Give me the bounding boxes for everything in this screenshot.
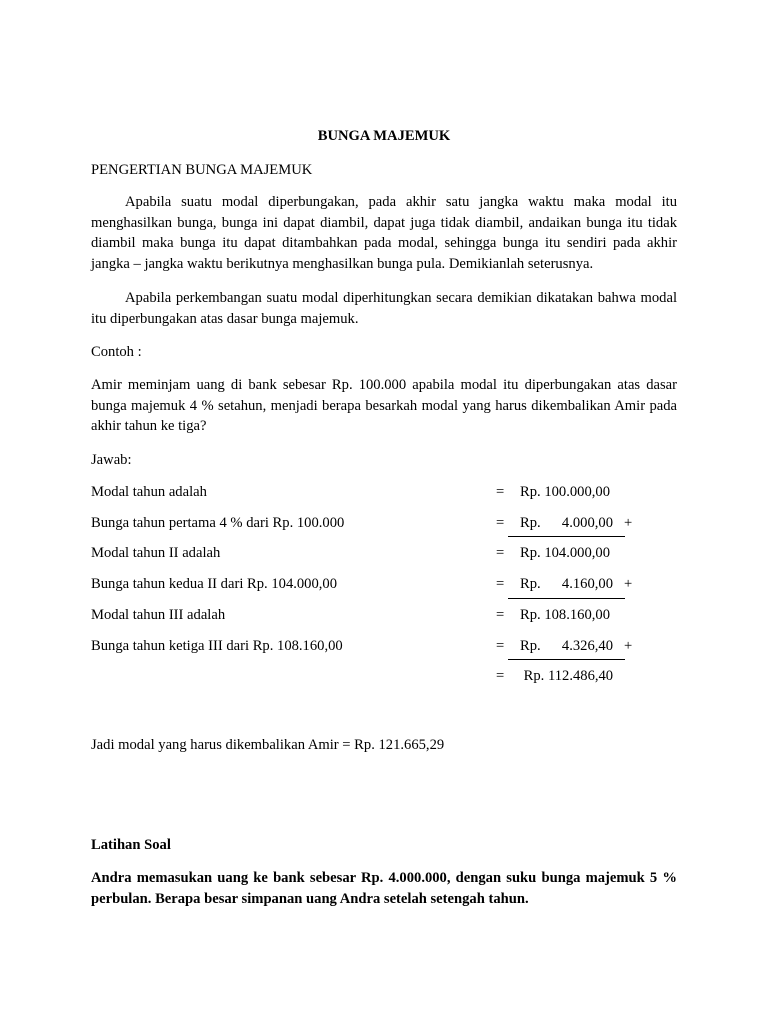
- calc-row-equals: =: [496, 576, 505, 592]
- exercise-question: Andra memasukan uang ke bank sebesar Rp. 4.000.000, dengan suku bunga majemuk 5 % perbulan. Berapa besar simpanan uang Andra setelah setengah tahun.: [91, 870, 677, 907]
- calc-row: [91, 636, 677, 657]
- calc-row: [91, 605, 677, 626]
- calc-row-equals: =: [496, 638, 505, 654]
- calc-row-amount: 4.160,00: [561, 576, 613, 592]
- sum-underline: [508, 659, 625, 660]
- calc-row-plus: +: [624, 515, 633, 531]
- calc-row-label: Bunga tahun pertama 4 % dari Rp. 100.000: [91, 515, 345, 531]
- calc-row-total-amount: Rp. 112.486,40: [520, 668, 614, 684]
- sum-underline: [508, 536, 625, 537]
- conclusion-text: Jadi modal yang harus dikembalikan Amir = Rp. 121.665,29: [91, 737, 445, 753]
- calc-row: [91, 513, 677, 534]
- calc-row-plus: +: [624, 576, 633, 592]
- calc-row-label: Modal tahun III adalah: [91, 607, 226, 623]
- calc-row-equals: =: [496, 668, 505, 684]
- calc-row-currency: Rp.: [520, 638, 541, 654]
- calc-row-equals: =: [496, 607, 505, 623]
- calc-row-currency: Rp.: [520, 576, 541, 592]
- calc-row-currency: Rp.: [520, 515, 541, 531]
- calc-row-amount: Rp. 104.000,00: [520, 545, 610, 561]
- calc-row-amount: Rp. 108.160,00: [520, 607, 610, 623]
- paragraph-compound-basis: Apabila perkembangan suatu modal diperhitungkan secara demikian dikatakan bahwa modal itu diperbungakan atas dasar bunga majemuk.: [91, 290, 677, 327]
- calc-row-equals: =: [496, 545, 505, 561]
- calc-row-plus: +: [624, 638, 633, 654]
- calc-row-label: Modal tahun adalah: [91, 484, 207, 500]
- calc-row: [91, 574, 677, 595]
- calc-row-total: [91, 666, 677, 687]
- paragraph-definition: Apabila suatu modal diperbungakan, pada akhir satu jangka waktu maka modal itu menghasilkan bunga, bunga ini dapat diambil, dapat juga tidak diambil, andaikan bunga itu tidak diambil maka bunga itu dapat ditambahkan pada modal, sehingga bunga itu sendiri pada akhir jangka – jangka waktu berikutnya menghasilkan bunga pula. Demikianlah seterusnya.: [91, 194, 677, 272]
- calc-row-label: Modal tahun II adalah: [91, 545, 221, 561]
- example-label: Contoh :: [91, 344, 142, 360]
- calc-row-amount: Rp. 100.000,00: [520, 484, 610, 500]
- calc-row-equals: =: [496, 484, 505, 500]
- exercise-heading: Latihan Soal: [91, 837, 171, 853]
- calc-row-equals: =: [496, 515, 505, 531]
- calc-row-amount: 4.000,00: [561, 515, 613, 531]
- example-problem: Amir meminjam uang di bank sebesar Rp. 100.000 apabila modal itu diperbungakan atas dasar bunga majemuk 4 % setahun, menjadi berapa besarkah modal yang harus dikembalikan Amir pada akhir tahun ke tiga?: [91, 377, 677, 434]
- document-page: [91, 0, 677, 1024]
- answer-label: Jawab:: [91, 452, 132, 468]
- calc-row-label: Bunga tahun ketiga III dari Rp. 108.160,00: [91, 638, 343, 654]
- sum-underline: [508, 598, 625, 599]
- calc-row-amount: 4.326,40: [561, 638, 613, 654]
- calc-row-label: Bunga tahun kedua II dari Rp. 104.000,00: [91, 576, 338, 592]
- document-title: BUNGA MAJEMUK: [317, 128, 451, 144]
- section-heading: PENGERTIAN BUNGA MAJEMUK: [91, 162, 313, 178]
- calc-row: [91, 482, 677, 503]
- calc-row: [91, 543, 677, 564]
